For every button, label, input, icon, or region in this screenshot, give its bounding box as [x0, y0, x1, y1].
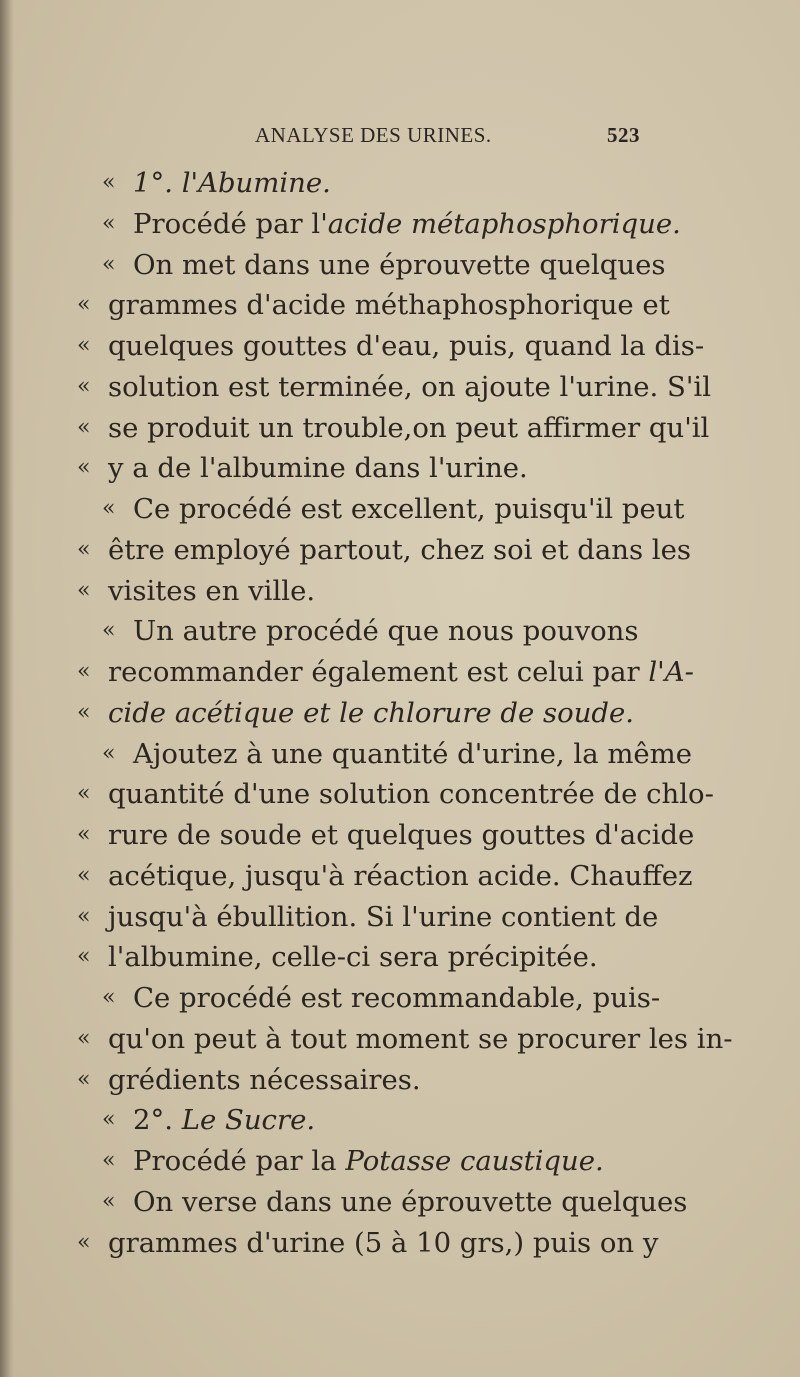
text-line	[0, 163, 800, 204]
running-title: ANALYSE DES URINES.	[255, 123, 492, 147]
quote-mark: «	[77, 455, 91, 481]
quote-mark: «	[77, 822, 91, 847]
line-text: jusqu'à ébullition. Si l'urine contient de	[108, 900, 659, 933]
quote-mark: «	[102, 1188, 116, 1214]
quote-mark: «	[77, 373, 91, 399]
text-line	[0, 571, 800, 612]
text-line	[0, 734, 800, 775]
text-line	[0, 204, 800, 245]
line-text: quantité d'une solution concentrée de chlo-	[108, 778, 714, 811]
quote-mark: «	[102, 1148, 116, 1173]
line-text: Procédé par l'acide métaphosphorique.	[133, 207, 681, 240]
text-line	[0, 897, 800, 938]
text-line	[0, 856, 800, 897]
text-line	[0, 245, 800, 286]
line-text: recommander également est celui par l'A-	[108, 656, 694, 688]
line-text: On met dans une éprouvette quelques	[133, 248, 666, 281]
text-line	[0, 774, 800, 815]
text-line	[0, 1141, 800, 1182]
line-text: Ajoutez à une quantité d'urine, la même	[133, 737, 693, 770]
body-text	[0, 163, 800, 1263]
quote-mark: «	[77, 781, 91, 807]
line-text: Ce procédé est excellent, puisqu'il peut	[133, 493, 685, 525]
quote-mark: «	[102, 985, 116, 1010]
line-text: grédients nécessaires.	[108, 1063, 421, 1096]
quote-mark: «	[77, 414, 91, 440]
text-line	[0, 285, 800, 326]
text-line	[0, 1019, 800, 1060]
line-text: solution est terminée, on ajoute l'urine. S'il	[108, 370, 712, 403]
text-line	[0, 326, 800, 367]
text-line	[0, 1182, 800, 1223]
line-text: grammes d'urine (5 à 10 grs,) puis on y	[108, 1226, 659, 1259]
quote-mark: «	[77, 577, 91, 603]
text-line	[0, 530, 800, 571]
quote-mark: «	[77, 862, 91, 888]
line-text: grammes d'acide méthaphosphorique et	[108, 289, 670, 322]
text-line	[0, 448, 800, 489]
line-text: rure de soude et quelques gouttes d'acide	[108, 819, 695, 851]
line-text: y a de l'albumine dans l'urine.	[108, 452, 528, 485]
line-text: Procédé par la Potasse caustique.	[133, 1145, 604, 1177]
text-line	[0, 693, 800, 734]
line-text: qu'on peut à tout moment se procurer les in-	[108, 1022, 733, 1055]
quote-mark: «	[77, 536, 91, 562]
quote-mark: «	[102, 210, 116, 236]
quote-mark: «	[102, 170, 116, 195]
quote-mark: «	[77, 292, 91, 318]
line-text: se produit un trouble,on peut affirmer qu'il	[108, 411, 710, 444]
text-line	[0, 978, 800, 1019]
text-line	[0, 937, 800, 978]
line-text: cide acétique et le chlorure de soude.	[108, 696, 635, 729]
line-text: On verse dans une éprouvette quelques	[133, 1185, 688, 1218]
quote-mark: «	[77, 1066, 91, 1092]
text-line	[0, 1100, 800, 1141]
text-line	[0, 408, 800, 449]
text-line	[0, 815, 800, 856]
line-text: 1°. l'Abumine.	[133, 167, 331, 199]
line-text: être employé partout, chez soi et dans les	[108, 533, 691, 566]
text-line	[0, 1223, 800, 1264]
quote-mark: «	[102, 1107, 116, 1133]
quote-mark: «	[102, 496, 116, 521]
text-line	[0, 489, 800, 530]
quote-mark: «	[77, 659, 91, 684]
line-text: quelques gouttes d'eau, puis, quand la dis-	[108, 330, 705, 362]
text-line	[0, 1060, 800, 1101]
quote-mark: «	[102, 618, 116, 644]
quote-mark: «	[77, 1229, 91, 1255]
quote-mark: «	[77, 699, 91, 725]
text-line	[0, 611, 800, 652]
quote-mark: «	[77, 944, 91, 970]
quote-mark: «	[77, 1025, 91, 1051]
line-text: acétique, jusqu'à réaction acide. Chauffez	[108, 859, 693, 892]
quote-mark: «	[77, 333, 91, 358]
text-line	[0, 652, 800, 693]
quote-mark: «	[102, 740, 116, 766]
quote-mark: «	[102, 251, 116, 277]
running-header	[240, 123, 640, 153]
line-text: visites en ville.	[108, 574, 316, 607]
line-text: Ce procédé est recommandable, puis-	[133, 982, 661, 1014]
line-text: l'albumine, celle-ci sera précipitée.	[108, 941, 598, 974]
page-number: 523	[607, 123, 640, 147]
quote-mark: «	[77, 903, 91, 929]
text-line	[0, 367, 800, 408]
line-text: Un autre procédé que nous pouvons	[133, 615, 639, 648]
line-text: 2°. Le Sucre.	[133, 1104, 316, 1137]
